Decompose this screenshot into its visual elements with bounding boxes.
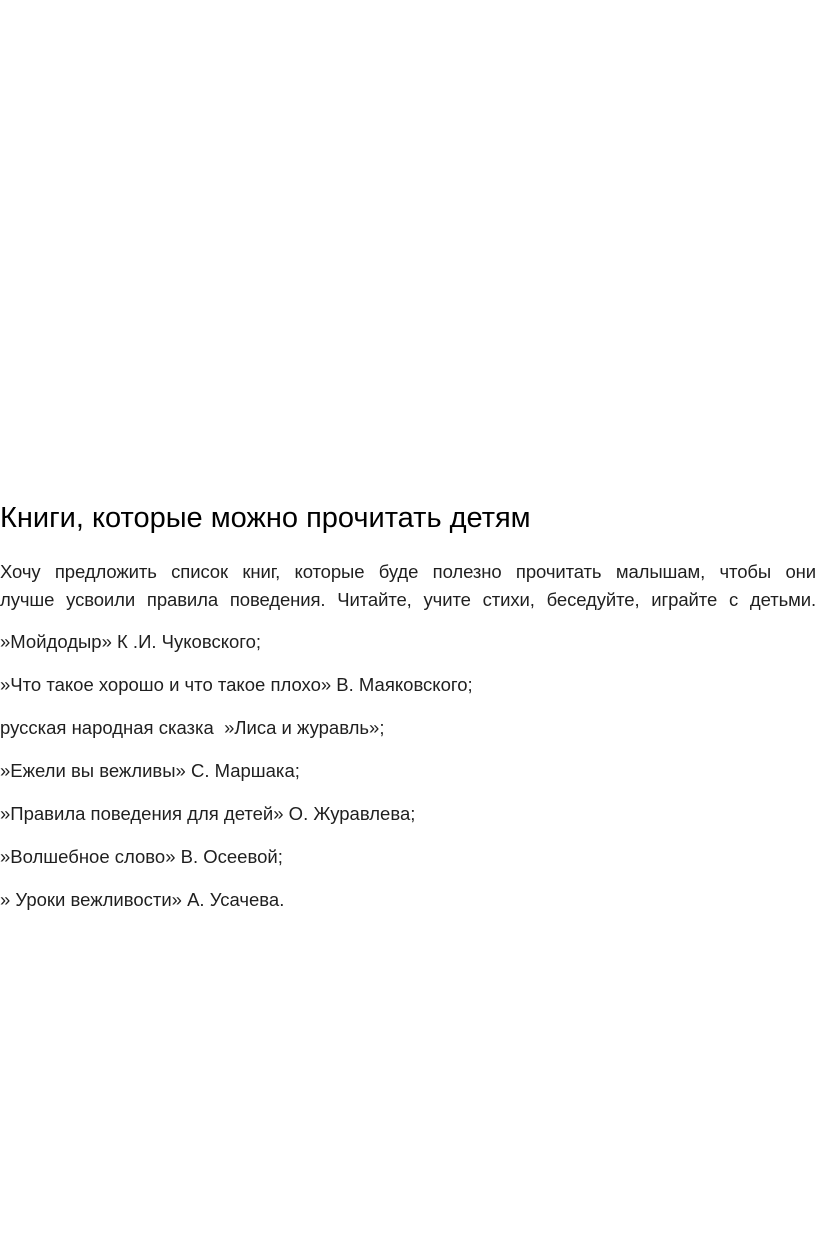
book-item-lisa-i-zhuravl: русская народная сказка »Лиса и журавль»; xyxy=(0,717,385,738)
book-item-uroki-vezhlivosti: » Уроки вежливости» А. Усачева. xyxy=(0,889,285,910)
document-content xyxy=(0,498,816,914)
book-item-moidodyr: »Мойдодыр» К .И. Чуковского; xyxy=(0,631,262,652)
intro-paragraph xyxy=(0,558,816,614)
book-item-volshebnoe-slovo: »Волшебное слово» В. Осеевой; xyxy=(0,846,283,867)
intro-line-2: лучше усвоили правила поведения. Читайте, учите стихи, беседуйте, играйте с детьми. xyxy=(0,589,816,610)
book-item-chto-takoe-horosho: »Что такое хорошо и что такое плохо» В. Маяковского; xyxy=(0,674,473,695)
intro-line-1: Хочу предложить список книг, которые буде полезно прочитать малышам, чтобы они xyxy=(0,561,816,582)
book-item-pravila-povedeniya: »Правила поведения для детей» О. Журавлева; xyxy=(0,803,416,824)
book-item-ezheli-vy-vezhlivy: »Ежели вы вежливы» С. Маршака; xyxy=(0,760,300,781)
book-list xyxy=(0,628,816,914)
document-heading: Книги, которые можно прочитать детям xyxy=(0,502,531,534)
